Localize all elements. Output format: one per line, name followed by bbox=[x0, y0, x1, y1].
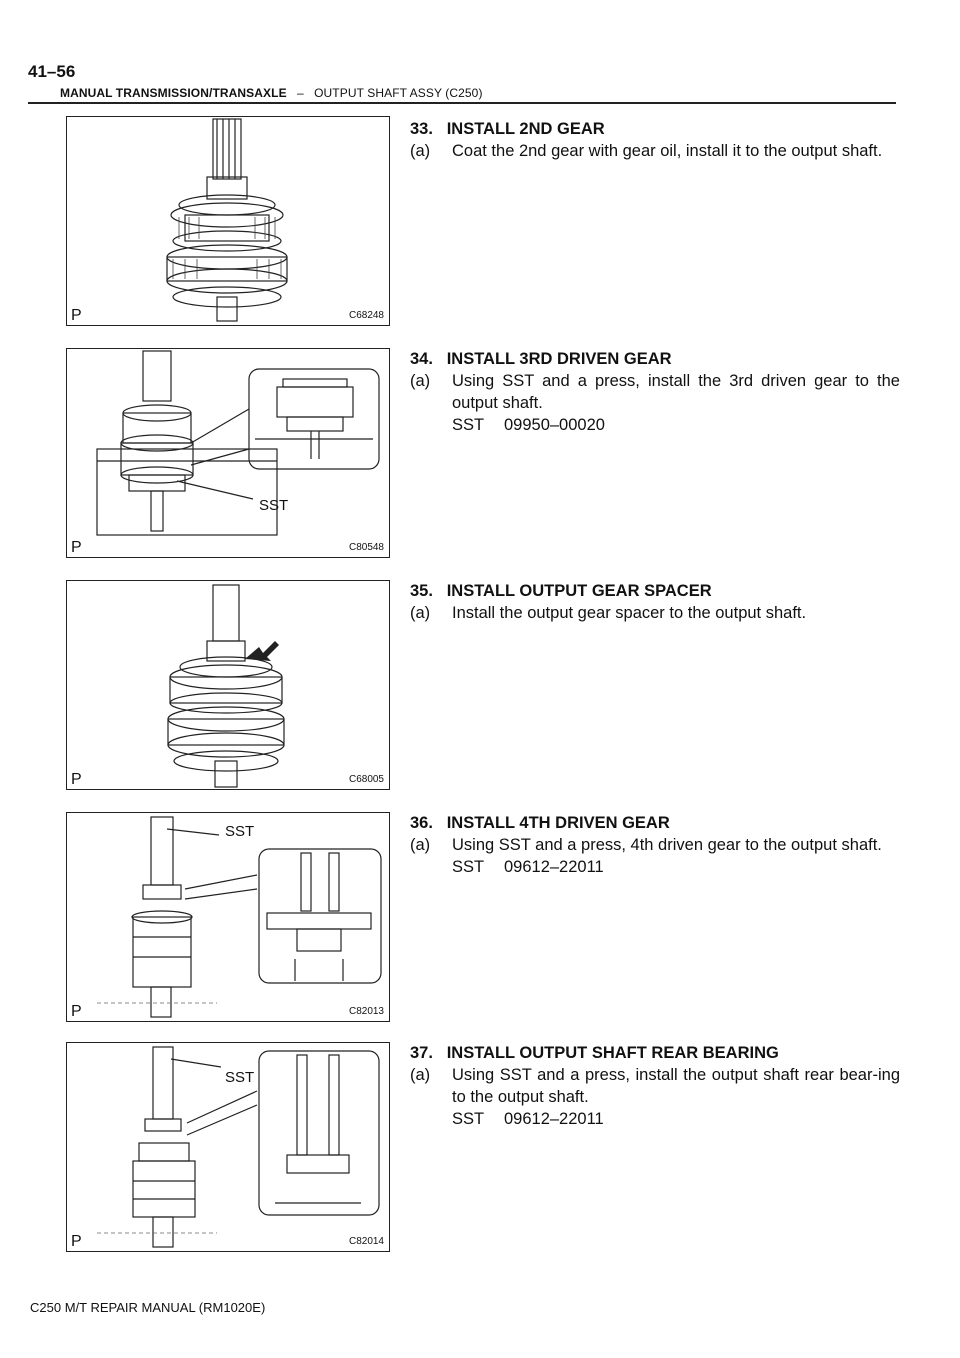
figure-p-label: P bbox=[71, 771, 82, 788]
substep-text: Using SST and a press, install the output shaft rear bear-ing to the output shaft. bbox=[452, 1066, 900, 1106]
step-title: 37. INSTALL OUTPUT SHAFT REAR BEARING bbox=[410, 1044, 779, 1062]
sst-callout: SST bbox=[225, 1069, 255, 1086]
sst-number: 09612–22011 bbox=[504, 1110, 604, 1128]
step-33 bbox=[410, 118, 900, 162]
figure-3rd-driven-gear bbox=[66, 348, 390, 558]
figure-code: C68248 bbox=[348, 310, 384, 321]
step-34 bbox=[410, 348, 900, 436]
sst-label: SST bbox=[452, 416, 485, 434]
figure-p-label: P bbox=[71, 1003, 82, 1020]
figure-4th-driven-gear bbox=[66, 812, 390, 1022]
figure-rear-bearing bbox=[66, 1042, 390, 1252]
spacer-illustration bbox=[67, 581, 389, 789]
sst-line bbox=[410, 856, 900, 878]
sst-label: SST bbox=[452, 858, 485, 876]
substep-label: (a) bbox=[410, 372, 431, 390]
step-title: 33. INSTALL 2ND GEAR bbox=[410, 120, 605, 138]
step-title: 36. INSTALL 4TH DRIVEN GEAR bbox=[410, 814, 670, 832]
step-35 bbox=[410, 580, 900, 624]
sst-label: SST bbox=[452, 1110, 485, 1128]
header-subsection: OUTPUT SHAFT ASSY (C250) bbox=[314, 86, 483, 100]
substep-text: Install the output gear spacer to the output shaft. bbox=[452, 604, 807, 622]
step-title: 34. INSTALL 3RD DRIVEN GEAR bbox=[410, 350, 672, 368]
step-substep bbox=[410, 370, 900, 414]
substep-text: Coat the 2nd gear with gear oil, install it to the output shaft. bbox=[452, 142, 883, 160]
press-illustration bbox=[67, 349, 389, 557]
sst-line bbox=[410, 1108, 900, 1130]
substep-label: (a) bbox=[410, 836, 431, 854]
sst-callout: SST bbox=[225, 823, 255, 840]
header-separator: – bbox=[297, 86, 304, 100]
step-substep bbox=[410, 834, 900, 856]
figure-p-label: P bbox=[71, 1233, 82, 1250]
running-header bbox=[60, 86, 483, 100]
footer-manual-title: C250 M/T REPAIR MANUAL (RM1020E) bbox=[30, 1300, 266, 1315]
figure-code: C68005 bbox=[348, 774, 384, 785]
step-substep bbox=[410, 602, 900, 624]
sst-number: 09612–22011 bbox=[504, 858, 604, 876]
substep-label: (a) bbox=[410, 1066, 431, 1084]
substep-text: Using SST and a press, install the 3rd driven gear to the output shaft. bbox=[452, 372, 900, 412]
step-substep bbox=[410, 1064, 900, 1108]
sst-callout: SST bbox=[259, 497, 289, 514]
figure-output-gear-spacer bbox=[66, 580, 390, 790]
sst-line bbox=[410, 414, 900, 436]
figure-code: C82013 bbox=[348, 1006, 384, 1017]
press-4th-illustration bbox=[67, 813, 389, 1021]
figure-p-label: P bbox=[71, 307, 82, 324]
substep-text: Using SST and a press, 4th driven gear to the output shaft. bbox=[452, 836, 882, 854]
figure-code: C82014 bbox=[348, 1236, 384, 1247]
figure-p-label: P bbox=[71, 539, 82, 556]
sst-number: 09950–00020 bbox=[504, 416, 605, 434]
substep-label: (a) bbox=[410, 604, 431, 622]
header-section: MANUAL TRANSMISSION/TRANSAXLE bbox=[60, 86, 287, 100]
step-37 bbox=[410, 1042, 900, 1130]
header-rule bbox=[28, 102, 896, 104]
step-substep bbox=[410, 140, 900, 162]
substep-label: (a) bbox=[410, 142, 431, 160]
step-36 bbox=[410, 812, 900, 878]
figure-2nd-gear bbox=[66, 116, 390, 326]
figure-code: C80548 bbox=[348, 542, 384, 553]
gear-shaft-illustration bbox=[67, 117, 389, 325]
page-number: 41–56 bbox=[28, 62, 76, 81]
step-title: 35. INSTALL OUTPUT GEAR SPACER bbox=[410, 582, 712, 600]
